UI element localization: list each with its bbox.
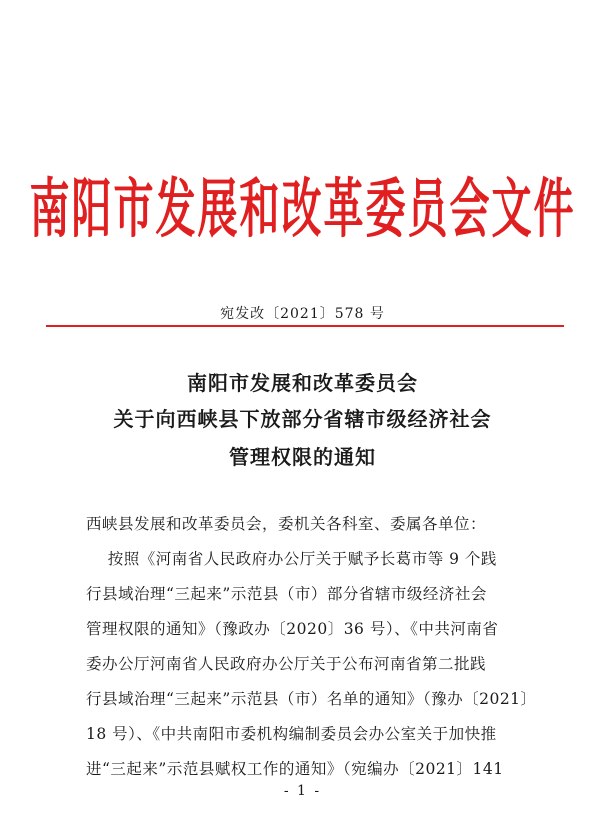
body-line: 行县域治理“三起来”示范县（市）部分省辖市级经济社会 — [86, 585, 487, 603]
body-line: 管理权限的通知》（豫政办〔2020〕36 号）、《中共河南省 — [86, 620, 499, 638]
body-line: 委办公厅河南省人民政府办公厅关于公布河南省第二批践 — [86, 655, 487, 673]
body-line: 西峡县发展和改革委员会，委机关各科室、委属各单位： — [86, 515, 487, 533]
red-divider-line — [46, 325, 564, 327]
page-number: - 1 - — [283, 783, 322, 799]
masthead-title: 南阳市发展和改革委员会文件 — [29, 173, 576, 247]
document-number: 宛发改〔2021〕578 号 — [220, 306, 385, 322]
body-line: 行县域治理“三起来”示范县（市）名单的通知》（豫办〔2021〕 — [86, 690, 537, 708]
body-line: 进“三起来”示范县赋权工作的通知》（宛编办〔2021〕141 — [86, 760, 504, 778]
body-line: 按照《河南省人民政府办公厅关于赋予长葛市等 9 个践 — [86, 550, 497, 568]
notice-title-line-3: 管理权限的通知 — [229, 445, 376, 469]
notice-title-line-1: 南阳市发展和改革委员会 — [187, 371, 418, 395]
body-line: 18 号）、《中共南阳市委机构编制委员会办公室关于加快推 — [86, 725, 497, 743]
notice-title-line-2: 关于向西峡县下放部分省辖市级经济社会 — [113, 407, 492, 431]
